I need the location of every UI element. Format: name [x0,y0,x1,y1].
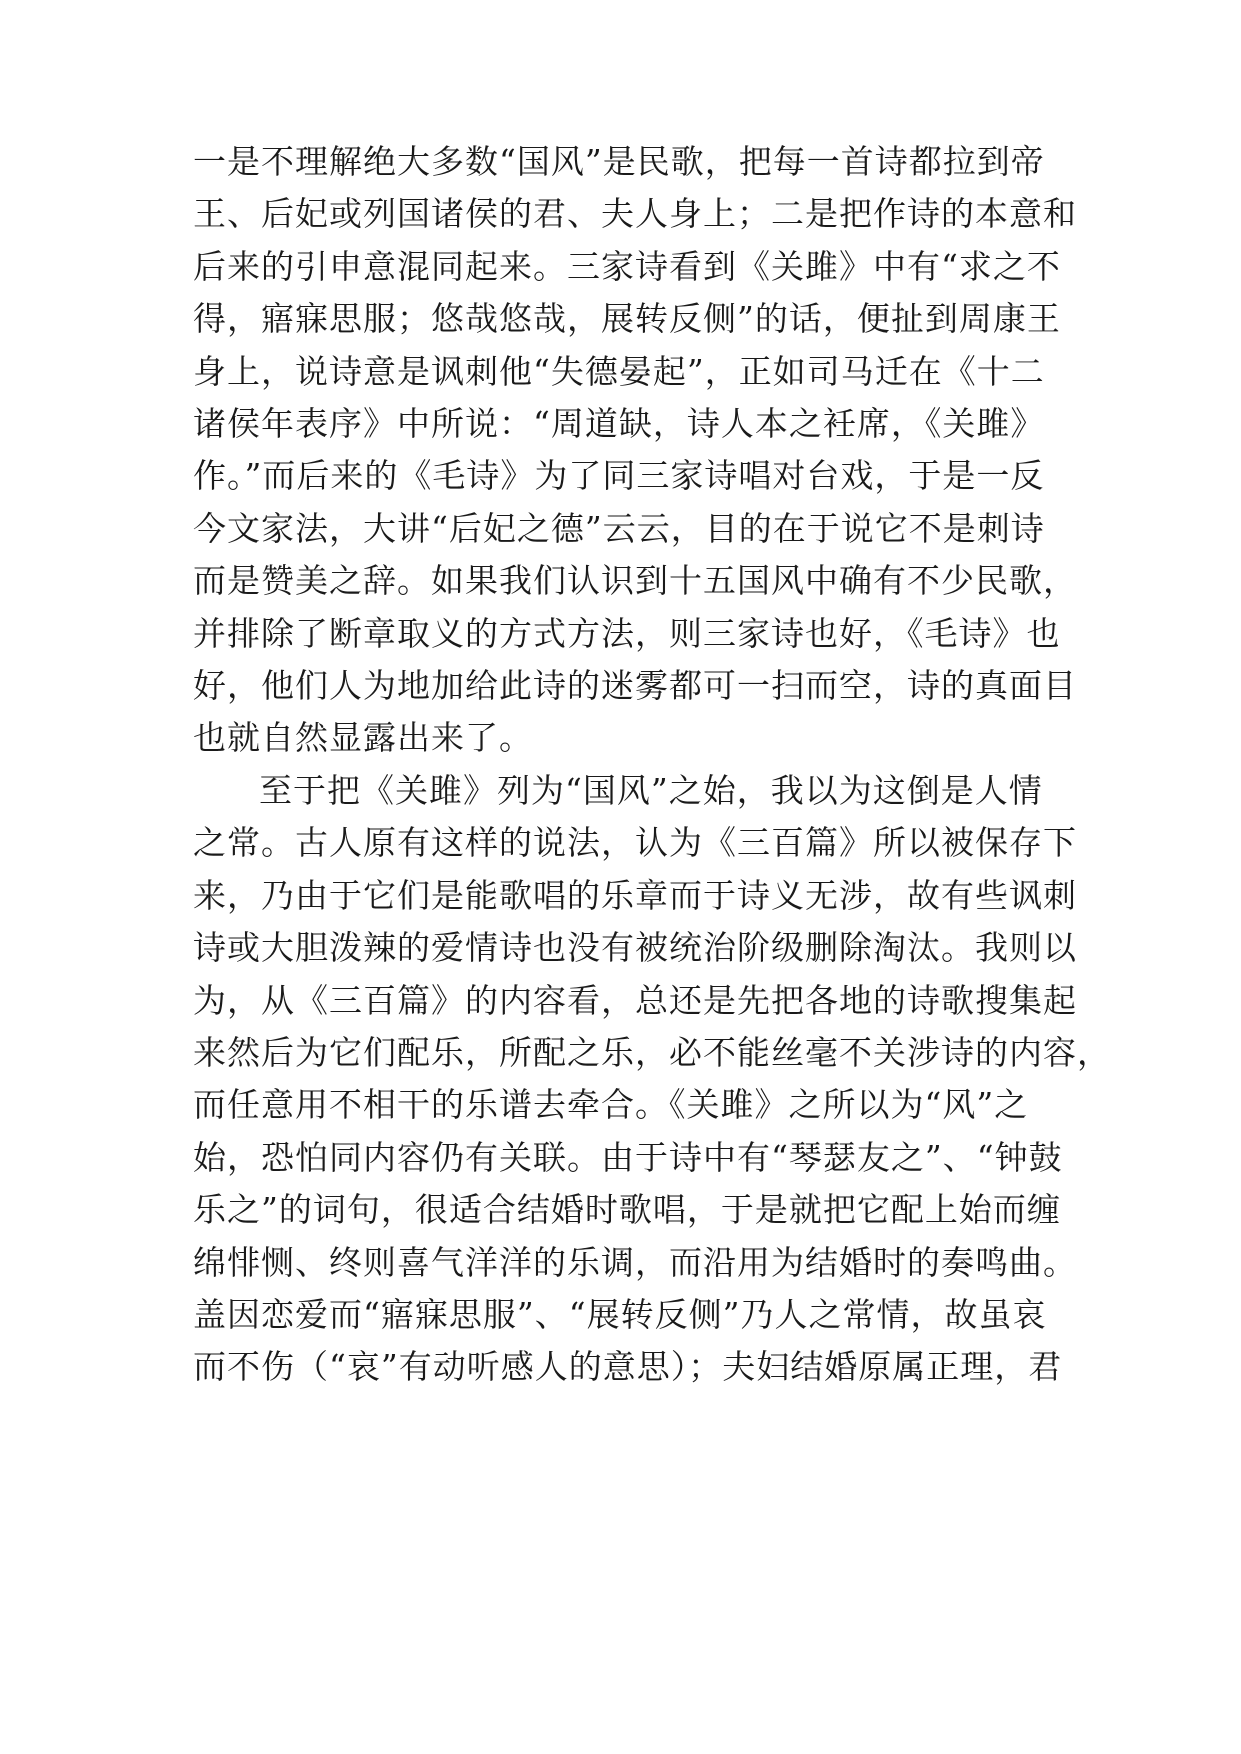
paragraph-line: 而不伤（“哀”有动听感人的意思）；夫妇结婚原属正理，君 [193,1347,1063,1387]
paragraph-line: 并排除了断章取义的方式方法，则三家诗也好，《毛诗》也 [193,613,1061,653]
paragraph-line: 后来的引申意混同起来。三家诗看到《关雎》中有“求之不 [193,246,1061,286]
paragraph-line: 而任意用不相干的乐谱去牵合。《关雎》之所以为“风”之 [193,1085,1029,1125]
paragraph-line: 为，从《三百篇》的内容看，总还是先把各地的诗歌搜集起 [193,980,1077,1020]
paragraph-line: 好，他们人为地加给此诗的迷雾都可一扫而空，诗的真面目 [193,665,1077,705]
paragraph-line: 今文家法，大讲“后妃之德”云云，目的在于说它不是刺诗 [193,508,1045,548]
paragraph-line: 而是赞美之辞。如果我们认识到十五国风中确有不少民歌， [193,561,1077,601]
paragraph-line: 始，恐怕同内容仍有关联。由于诗中有“琴瑟友之”、“钟鼓 [193,1137,1063,1177]
paragraph-line: 诗或大胆泼辣的爱情诗也没有被统治阶级删除淘汰。我则以 [193,928,1077,968]
paragraph-line: 作。”而后来的《毛诗》为了同三家诗唱对台戏，于是一反 [193,456,1045,496]
paragraph-line: 也就自然显露出来了。 [193,718,533,758]
paragraph-line: 得，寤寐思服；悠哉悠哉，展转反侧”的话，便扯到周康王 [193,299,1061,339]
paragraph-line: 一是不理解绝大多数“国风”是民歌，把每一首诗都拉到帝 [193,142,1045,181]
paragraph-line: 盖因恋爱而“寤寐思服”、“展转反侧”乃人之常情，故虽哀 [193,1294,1047,1334]
paragraph-line: 乐之”的词句，很适合结婚时歌唱，于是就把它配上始而缠 [193,1190,1061,1230]
paragraph-line: 绵悱恻、终则喜气洋洋的乐调，而沿用为结婚时的奏鸣曲。 [193,1242,1077,1282]
paragraph-1 [193,136,1077,765]
paragraph-line: 来然后为它们配乐，所配之乐，必不能丝毫不关涉诗的内容， [193,1032,1111,1072]
paragraph-line: 至于把《关雎》列为“国风”之始，我以为这倒是人情 [259,771,1043,810]
paragraph-line: 诸侯年表序》中所说：“周道缺，诗人本之衽席，《关雎》 [193,403,1045,443]
paragraph-line: 之常。古人原有这样的说法，认为《三百篇》所以被保存下 [193,823,1077,863]
paragraph-line: 王、后妃或列国诸侯的君、夫人身上；二是把作诗的本意和 [193,194,1077,234]
paragraph-line: 来，乃由于它们是能歌唱的乐章而于诗义无涉，故有些讽刺 [193,875,1077,915]
paragraph-line: 身上，说诗意是讽刺他“失德晏起”，正如司马迁在《十二 [193,351,1045,391]
paragraph-2 [193,765,1111,1394]
